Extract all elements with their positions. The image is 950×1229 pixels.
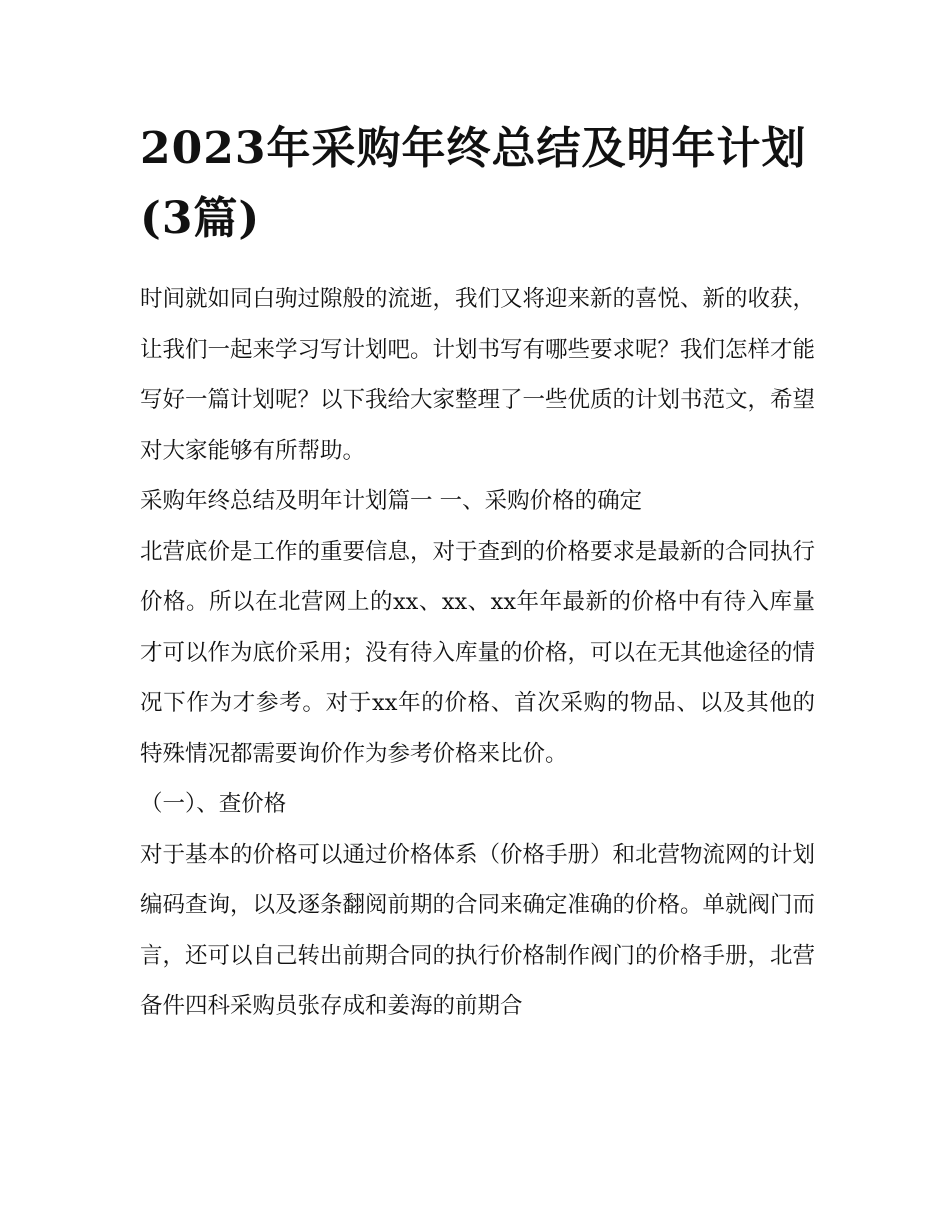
- base-price-paragraph: 北营底价是工作的重要信息，对于查到的价格要求是最新的合同执行价格。所以在北营网上的xx、xx、xx年年最新的价格中有待入库量才可以作为底价采用；没有待入库量的价格，可以在无其他途径的情况下作为才参考。对于xx年的价格、首次采购的物品、以及其他的特殊情况都需要询价作为参考价格来比价。: [140, 538, 816, 767]
- document-title: 2023年采购年终总结及明年计划(3篇): [140, 123, 807, 244]
- section-heading-price-determination: 采购年终总结及明年计划篇一 一、采购价格的确定: [140, 488, 643, 514]
- document-body: [140, 114, 815, 1032]
- price-lookup-paragraph: 对于基本的价格可以通过价格体系（价格手册）和北营物流网的计划编码查询，以及逐条翻阅前期的合同来确定准确的价格。单就阀门而言，还可以自己转出前期合同的执行价格制作阀门的价格手册，北营备件四科采购员张存成和姜海的前期合: [140, 841, 816, 1019]
- subsection-heading-check-price: （一）、查价格: [140, 791, 287, 817]
- intro-paragraph: 时间就如同白驹过隙般的流逝，我们又将迎来新的喜悦、新的收获，让我们一起来学习写计划吧。计划书写有哪些要求呢？我们怎样才能写好一篇计划呢？以下我给大家整理了一些优质的计划书范文，希望对大家能够有所帮助。: [140, 286, 816, 464]
